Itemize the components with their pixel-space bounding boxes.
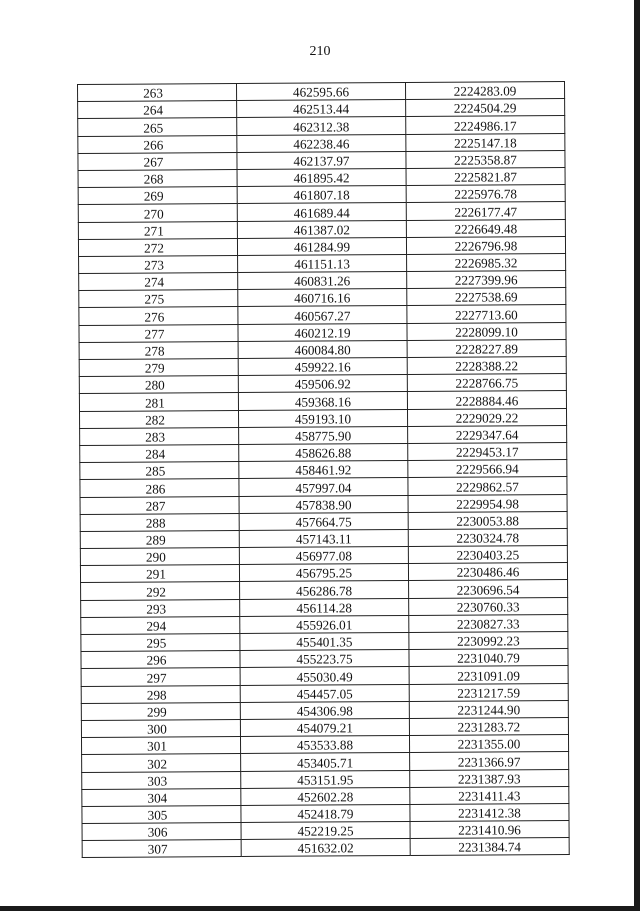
y-coordinate-cell: 2224504.29	[406, 99, 565, 117]
y-coordinate-cell: 2227399.96	[407, 271, 566, 289]
x-coordinate-cell: 459506.92	[238, 375, 407, 393]
table-row	[82, 803, 569, 823]
table-row	[79, 305, 566, 325]
table-row	[79, 357, 566, 377]
y-coordinate-cell: 2225821.87	[406, 167, 565, 185]
table-row	[81, 649, 568, 669]
point-number-cell: 276	[79, 307, 238, 325]
point-number-cell: 297	[81, 668, 240, 686]
table-row	[80, 546, 567, 566]
point-number-cell: 267	[78, 152, 237, 170]
y-coordinate-cell: 2224283.09	[405, 82, 564, 100]
x-coordinate-cell: 457143.11	[239, 529, 408, 547]
y-coordinate-cell: 2231355.00	[409, 735, 568, 753]
point-number-cell: 282	[79, 410, 238, 428]
y-coordinate-cell: 2228766.75	[407, 374, 566, 392]
y-coordinate-cell: 2231244.90	[409, 700, 568, 718]
x-coordinate-cell: 452602.28	[241, 787, 410, 805]
point-number-cell: 294	[81, 616, 240, 634]
point-number-cell: 302	[82, 754, 241, 772]
point-number-cell: 301	[81, 737, 240, 755]
table-row	[80, 442, 567, 462]
y-coordinate-cell: 2228099.10	[407, 322, 566, 340]
point-number-cell: 266	[78, 135, 237, 153]
point-number-cell: 281	[79, 393, 238, 411]
x-coordinate-cell: 462238.46	[237, 134, 406, 152]
table-row	[80, 511, 567, 531]
x-coordinate-cell: 453405.71	[241, 753, 410, 771]
table-row	[82, 786, 569, 806]
x-coordinate-cell: 456977.08	[239, 547, 408, 565]
table-row	[82, 821, 569, 841]
point-number-cell: 288	[80, 513, 239, 531]
x-coordinate-cell: 452219.25	[241, 822, 410, 840]
point-number-cell: 264	[78, 101, 237, 119]
x-coordinate-cell: 461284.99	[237, 237, 406, 255]
x-coordinate-cell: 454457.05	[240, 684, 409, 702]
point-number-cell: 277	[79, 324, 238, 342]
point-number-cell: 271	[78, 221, 237, 239]
y-coordinate-cell: 2230403.25	[408, 546, 567, 564]
x-coordinate-cell: 459193.10	[238, 409, 407, 427]
y-coordinate-cell: 2229566.94	[408, 460, 567, 478]
y-coordinate-cell: 2231366.97	[410, 752, 569, 770]
x-coordinate-cell: 455223.75	[240, 650, 409, 668]
x-coordinate-cell: 459922.16	[238, 357, 407, 375]
x-coordinate-cell: 460716.16	[238, 289, 407, 307]
point-number-cell: 306	[82, 823, 241, 841]
y-coordinate-cell: 2225147.18	[406, 133, 565, 151]
x-coordinate-cell: 455926.01	[240, 615, 409, 633]
x-coordinate-cell: 457838.90	[239, 495, 408, 513]
point-number-cell: 269	[78, 187, 237, 205]
point-number-cell: 304	[82, 788, 241, 806]
y-coordinate-cell: 2229453.17	[408, 442, 567, 460]
table-row	[79, 288, 566, 308]
y-coordinate-cell: 2231387.93	[410, 769, 569, 787]
point-number-cell: 275	[79, 290, 238, 308]
point-number-cell: 293	[81, 599, 240, 617]
scan-edge-bottom	[0, 906, 640, 911]
point-number-cell: 274	[79, 273, 238, 291]
x-coordinate-cell: 453533.88	[240, 736, 409, 754]
x-coordinate-cell: 459368.16	[238, 392, 407, 410]
y-coordinate-cell: 2228884.46	[407, 391, 566, 409]
x-coordinate-cell: 462312.38	[237, 117, 406, 135]
table-row	[81, 717, 568, 737]
y-coordinate-cell: 2231217.59	[409, 683, 568, 701]
x-coordinate-cell: 461807.18	[237, 186, 406, 204]
page-number: 210	[309, 44, 331, 59]
table-row	[80, 477, 567, 497]
y-coordinate-cell: 2231384.74	[410, 838, 569, 856]
table-row	[82, 838, 569, 858]
y-coordinate-cell: 2228227.89	[407, 339, 566, 357]
point-number-cell: 268	[78, 169, 237, 187]
table-row	[80, 460, 567, 480]
table-row	[81, 632, 568, 652]
y-coordinate-cell: 2231411.43	[410, 786, 569, 804]
point-number-cell: 296	[81, 651, 240, 669]
x-coordinate-cell: 458461.92	[239, 461, 408, 479]
x-coordinate-cell: 451632.02	[241, 839, 410, 857]
y-coordinate-cell: 2230992.23	[409, 632, 568, 650]
table-row	[82, 752, 569, 772]
y-coordinate-cell: 2229862.57	[408, 477, 567, 495]
point-number-cell: 287	[80, 496, 239, 514]
x-coordinate-cell: 461895.42	[237, 168, 406, 186]
x-coordinate-cell: 460212.19	[238, 323, 407, 341]
point-number-cell: 263	[78, 84, 237, 102]
table-row	[79, 339, 566, 359]
point-number-cell: 303	[82, 771, 241, 789]
point-number-cell: 295	[81, 634, 240, 652]
y-coordinate-cell: 2230324.78	[408, 528, 567, 546]
point-number-cell: 278	[79, 341, 238, 359]
x-coordinate-cell: 454079.21	[240, 718, 409, 736]
y-coordinate-cell: 2224986.17	[406, 116, 565, 134]
y-coordinate-cell: 2229954.98	[408, 494, 567, 512]
point-number-cell: 270	[78, 204, 237, 222]
y-coordinate-cell: 2230760.33	[409, 597, 568, 615]
point-number-cell: 307	[82, 840, 241, 858]
y-coordinate-cell: 2226985.32	[407, 253, 566, 271]
x-coordinate-cell: 461151.13	[238, 254, 407, 272]
table-row	[79, 391, 566, 411]
point-number-cell: 273	[79, 255, 238, 273]
scan-edge-right	[634, 0, 640, 911]
table-row	[81, 666, 568, 686]
x-coordinate-cell: 462137.97	[237, 151, 406, 169]
x-coordinate-cell: 462513.44	[237, 100, 406, 118]
x-coordinate-cell: 456114.28	[240, 598, 409, 616]
point-number-cell: 300	[81, 719, 240, 737]
y-coordinate-cell: 2231410.96	[410, 821, 569, 839]
table-row	[81, 735, 568, 755]
x-coordinate-cell: 457664.75	[239, 512, 408, 530]
table-row	[81, 614, 568, 634]
y-coordinate-cell: 2230696.54	[409, 580, 568, 598]
y-coordinate-cell: 2226649.48	[406, 219, 565, 237]
x-coordinate-cell: 454306.98	[240, 701, 409, 719]
x-coordinate-cell: 460831.26	[238, 272, 407, 290]
x-coordinate-cell: 452418.79	[241, 804, 410, 822]
table-row	[81, 580, 568, 600]
x-coordinate-cell: 461689.44	[237, 203, 406, 221]
y-coordinate-cell: 2230827.33	[409, 614, 568, 632]
y-coordinate-cell: 2226796.98	[406, 236, 565, 254]
x-coordinate-cell: 461387.02	[237, 220, 406, 238]
y-coordinate-cell: 2225358.87	[406, 150, 565, 168]
x-coordinate-cell: 455030.49	[240, 667, 409, 685]
table-row	[81, 683, 568, 703]
coordinates-table	[77, 81, 570, 858]
table-row	[79, 322, 566, 342]
point-number-cell: 280	[79, 376, 238, 394]
table-row	[82, 769, 569, 789]
x-coordinate-cell: 457997.04	[239, 478, 408, 496]
y-coordinate-cell: 2228388.22	[407, 357, 566, 375]
x-coordinate-cell: 462595.66	[237, 82, 406, 100]
x-coordinate-cell: 460084.80	[238, 340, 407, 358]
y-coordinate-cell: 2227538.69	[407, 288, 566, 306]
point-number-cell: 298	[81, 685, 240, 703]
point-number-cell: 284	[80, 444, 239, 462]
y-coordinate-cell: 2231040.79	[409, 649, 568, 667]
point-number-cell: 265	[78, 118, 237, 136]
x-coordinate-cell: 456795.25	[239, 564, 408, 582]
point-number-cell: 291	[80, 565, 239, 583]
point-number-cell: 289	[80, 530, 239, 548]
point-number-cell: 292	[81, 582, 240, 600]
y-coordinate-cell: 2231091.09	[409, 666, 568, 684]
table-row	[79, 408, 566, 428]
point-number-cell: 285	[80, 462, 239, 480]
table-row	[80, 494, 567, 514]
y-coordinate-cell: 2231412.38	[410, 803, 569, 821]
table-row	[80, 563, 567, 583]
point-number-cell: 279	[79, 359, 238, 377]
point-number-cell: 283	[80, 427, 239, 445]
point-number-cell: 286	[80, 479, 239, 497]
coordinates-table-body	[78, 82, 570, 858]
table-row	[79, 374, 566, 394]
y-coordinate-cell: 2231283.72	[409, 717, 568, 735]
y-coordinate-cell: 2230053.88	[408, 511, 567, 529]
point-number-cell: 272	[78, 238, 237, 256]
y-coordinate-cell: 2229029.22	[407, 408, 566, 426]
x-coordinate-cell: 458775.90	[239, 426, 408, 444]
x-coordinate-cell: 456286.78	[240, 581, 409, 599]
point-number-cell: 290	[80, 548, 239, 566]
point-number-cell: 299	[81, 702, 240, 720]
x-coordinate-cell: 458626.88	[239, 443, 408, 461]
table-row	[80, 528, 567, 548]
table-row	[81, 597, 568, 617]
y-coordinate-cell: 2226177.47	[406, 202, 565, 220]
x-coordinate-cell: 453151.95	[241, 770, 410, 788]
x-coordinate-cell: 460567.27	[238, 306, 407, 324]
y-coordinate-cell: 2230486.46	[408, 563, 567, 581]
x-coordinate-cell: 455401.35	[240, 632, 409, 650]
point-number-cell: 305	[82, 805, 241, 823]
y-coordinate-cell: 2229347.64	[408, 425, 567, 443]
y-coordinate-cell: 2227713.60	[407, 305, 566, 323]
y-coordinate-cell: 2225976.78	[406, 185, 565, 203]
table-row	[81, 700, 568, 720]
table-row	[80, 425, 567, 445]
